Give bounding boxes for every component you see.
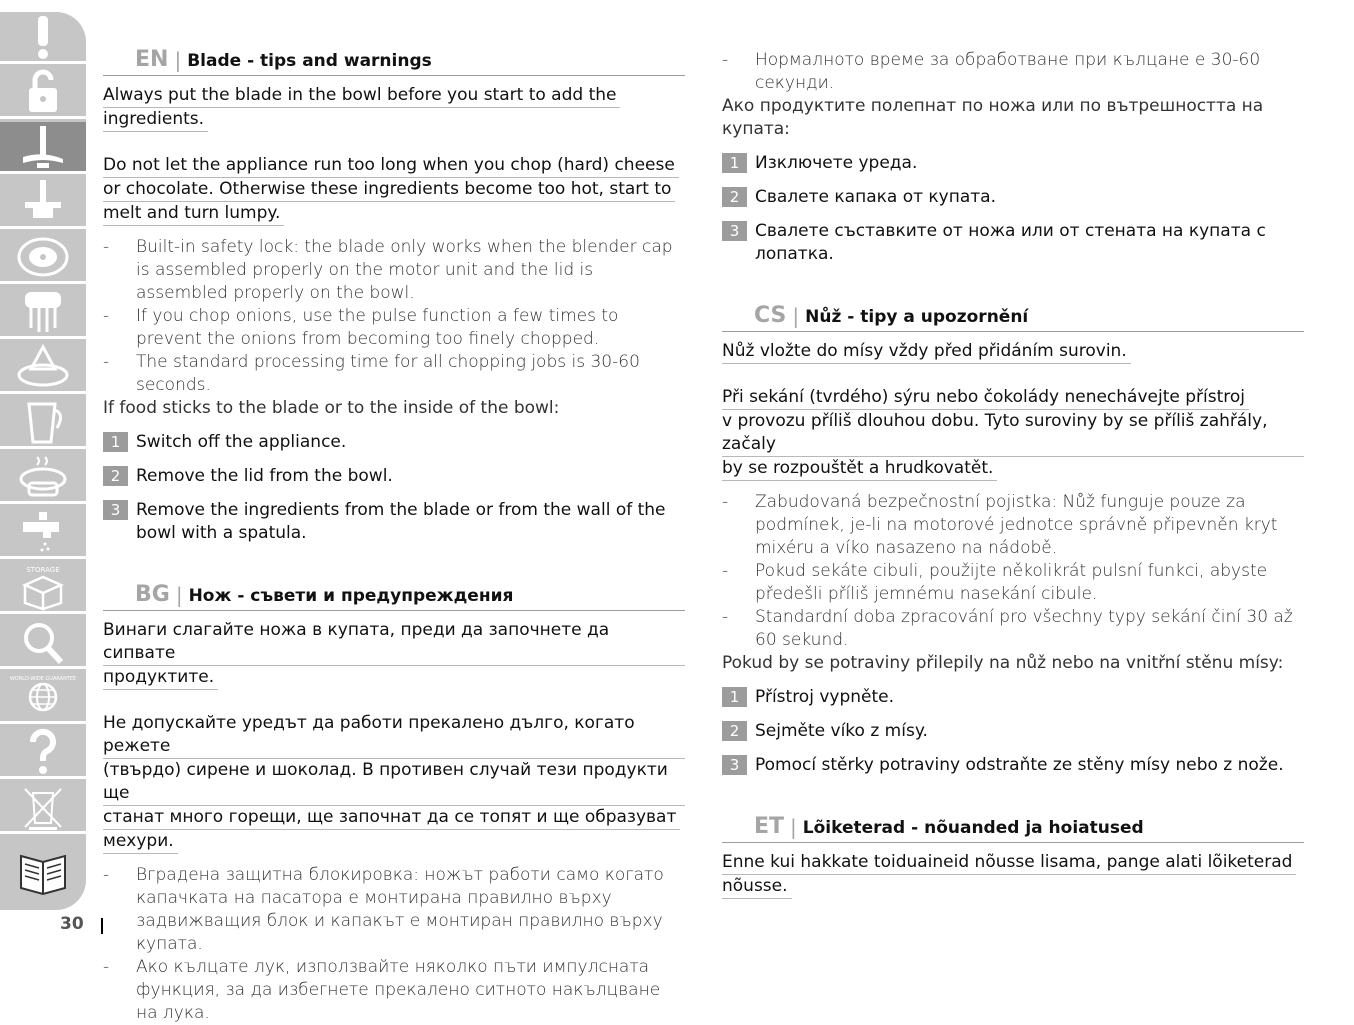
step-text: Sejměte víko z mísy. (755, 721, 928, 741)
tab-citrus-press[interactable] (0, 342, 86, 394)
tab-book[interactable] (0, 837, 86, 907)
et-section-title: Lõiketerad - nõuanded ja hoiatused (802, 818, 1144, 838)
en-step-2 (103, 465, 685, 488)
storage-label: STORAGE (26, 565, 60, 574)
warning-line: Nůž vložte do mísy vždy před přidáním surovin. (722, 340, 1131, 364)
page-number: 30 (60, 914, 84, 934)
dash: - (722, 50, 729, 70)
worldwide-guarantee-icon (9, 673, 77, 721)
cs-warning-2 (722, 386, 1304, 481)
list-item (103, 236, 685, 305)
tab-guarantee[interactable] (0, 672, 86, 724)
tab-dough-tool[interactable] (0, 177, 86, 229)
steam-icon (15, 453, 71, 501)
warning-line: (твърдо) сирене и шоколад. В противен случай тези продукти ще (103, 759, 685, 806)
list-item-text: If you chop onions, use the pulse function a few times to prevent the onions from becoming too finely chopped. (136, 306, 619, 349)
tab-blade[interactable] (0, 122, 86, 174)
blade-icon (15, 123, 71, 171)
citrus-press-icon (15, 343, 71, 391)
bg-step-3 (722, 220, 1304, 266)
dash: - (722, 492, 729, 512)
bg-section-title: Нож - съвети и предупреждения (188, 586, 514, 606)
tab-whisk[interactable] (0, 287, 86, 339)
cs-steps-intro: Pokud by se potraviny přilepily na nůž nebo na vnitřní stěnu mísy: (722, 653, 1284, 673)
recycle-bin-icon (15, 783, 71, 831)
step-number: 2 (722, 187, 747, 207)
step-text: Přístroj vypněte. (755, 687, 895, 707)
dash: - (722, 561, 729, 581)
warning-line: Do not let the appliance run too long when you chop (hard) cheese (103, 154, 679, 178)
storage-box-icon (15, 563, 71, 611)
bg-separator: | (175, 583, 183, 607)
et-section-heading (722, 807, 1304, 843)
step-number: 2 (103, 466, 128, 486)
dash: - (722, 607, 729, 627)
cs-step-1 (722, 686, 1304, 709)
warning-line: Při sekání (tvrdého) sýru nebo čokolády nenechávejte přístroj (722, 386, 1249, 410)
warning-line: Always put the blade in the bowl before you start to add the (103, 84, 620, 108)
en-tips-list (103, 236, 685, 397)
list-item-text: Ако кълцате лук, използвайте няколко пъти импулсната функция, за да избегнете прекалено ситното накълцване на лука. (136, 957, 661, 1023)
step-number: 3 (722, 755, 747, 775)
list-item-text: Pokud sekáte cibuli, použijte několikrát pulsní funkci, abyste předešli příliš jemnému nasekání cibule. (755, 561, 1268, 604)
bg-steps-intro: Ако продуктите полепнат по ножа или по вътрешността на купата: (722, 96, 1264, 139)
step-number: 1 (722, 687, 747, 707)
bg-section-heading (103, 575, 685, 611)
right-column (722, 49, 1304, 899)
list-item (722, 49, 1304, 95)
guarantee-label: WORLD-WIDE GUARANTEE (9, 675, 77, 682)
step-text: Switch off the appliance. (136, 432, 347, 452)
warning-line: станат много горещи, ще започнат да се топят и ще образуват (103, 806, 680, 830)
et-separator: | (790, 815, 797, 839)
list-item-text: Standardní doba zpracování pro všechny typy sekání činí 30 až 60 sekund. (755, 607, 1293, 650)
bg-warning-2 (103, 712, 685, 854)
step-number: 1 (722, 153, 747, 173)
dash: - (103, 957, 110, 977)
warning-line: Не допускайте уредът да работи прекалено дълго, когато режете (103, 712, 685, 759)
dash: - (103, 306, 110, 326)
tab-tap[interactable] (0, 507, 86, 559)
warning-line: ingredients. (103, 108, 208, 132)
et-lang-code: ET (754, 814, 785, 839)
cs-warning-1 (722, 340, 1304, 364)
tab-recycle[interactable] (0, 782, 86, 834)
step-text: Pomocí stěrky potraviny odstraňte ze stěny mísy nebo z nože. (755, 755, 1284, 775)
warning-line: Винаги слагайте ножа в купата, преди да започнете да сипвате (103, 619, 685, 666)
tab-storage[interactable] (0, 562, 86, 614)
question-icon (15, 728, 71, 776)
list-item-text: Zabudovaná bezpečnostní pojistka: Nůž funguje pouze za podmínek, je-li na motorové jednotce správně připevněn kryt mixéru a víko nasazeno na nádobě. (755, 492, 1278, 558)
step-text: Изключете уреда. (755, 153, 918, 173)
jug-icon (15, 398, 71, 446)
en-warning-2 (103, 154, 685, 226)
warning-line: by se rozpouštět a hrudkovatět. (722, 457, 997, 481)
cs-section-title: Nůž - tipy a upozornění (805, 307, 1029, 327)
cs-step-3 (722, 754, 1304, 777)
cs-section-heading (722, 296, 1304, 332)
step-number: 2 (722, 721, 747, 741)
en-step-1 (103, 431, 685, 454)
step-text: Remove the ingredients from the blade or from the wall of the bowl with a spatula. (136, 500, 666, 543)
list-item-text: Вградена защитна блокировка: ножът работи само когато капачката на пасатора е монтирана правилно върху задвижващия блок и капакът е монтиран правилно върху купата. (136, 865, 664, 954)
list-item (103, 956, 685, 1025)
list-item (103, 305, 685, 351)
dash: - (103, 237, 110, 257)
tab-magnifier[interactable] (0, 617, 86, 669)
step-number: 1 (103, 432, 128, 452)
tap-icon (15, 508, 71, 556)
cs-step-2 (722, 720, 1304, 743)
step-number: 3 (103, 500, 128, 520)
bg-lang-code: BG (135, 582, 170, 607)
warning-line: or chocolate. Otherwise these ingredients become too hot, start to (103, 178, 675, 202)
disc-icon (15, 233, 71, 281)
bg-tips-list (103, 864, 685, 1025)
tab-question[interactable] (0, 727, 86, 779)
dough-tool-icon (15, 178, 71, 226)
list-item-text: Built-in safety lock: the blade only works when the blender cap is assembled properly on the motor unit and the lid is assembled properly on the bowl. (136, 237, 673, 303)
warning-line: melt and turn lumpy. (103, 202, 284, 226)
en-section-heading (103, 40, 685, 76)
list-item-text: The standard processing time for all chopping jobs is 30-60 seconds. (136, 352, 640, 395)
book-icon (15, 848, 71, 896)
warning-line: v provozu příliš dlouhou dobu. Tyto suroviny by se příliš zahřály, začaly (722, 410, 1304, 457)
en-step-3 (103, 499, 685, 545)
tab-disc[interactable] (0, 232, 86, 284)
tab-jug[interactable] (0, 397, 86, 449)
step-text: Свалете капака от купата. (755, 187, 996, 207)
list-item (103, 351, 685, 397)
warning-line: мехури. (103, 830, 178, 854)
warning-line: продуктите. (103, 666, 218, 690)
magnifier-icon (15, 618, 71, 666)
step-text: Свалете съставките от ножа или от стената на купата с лопатка. (755, 221, 1266, 264)
unlock-icon (15, 68, 71, 116)
list-item (722, 560, 1304, 606)
bg-warning-1 (103, 619, 685, 690)
en-section-title: Blade - tips and warnings (187, 51, 432, 71)
chapter-sidebar (0, 12, 86, 910)
list-item-text: Нормалното време за обработване при кълцане е 30-60 секунди. (755, 50, 1261, 93)
list-item (722, 606, 1304, 652)
cs-lang-code: CS (754, 303, 787, 328)
left-column (103, 40, 685, 1025)
tab-steam[interactable] (0, 452, 86, 504)
bg-step-1 (722, 152, 1304, 175)
bg-step-2 (722, 186, 1304, 209)
tab-exclamation[interactable] (0, 12, 86, 64)
en-separator: | (174, 48, 182, 72)
en-steps-intro: If food sticks to the blade or to the inside of the bowl: (103, 398, 560, 418)
en-lang-code: EN (135, 47, 169, 72)
tab-unlock[interactable] (0, 67, 86, 119)
cs-tips-list (722, 491, 1304, 652)
en-warning-1 (103, 84, 685, 132)
dash: - (103, 865, 110, 885)
cs-separator: | (792, 304, 800, 328)
dash: - (103, 352, 110, 372)
whisk-icon (15, 288, 71, 336)
list-item (722, 491, 1304, 560)
list-item (103, 864, 685, 956)
step-number: 3 (722, 221, 747, 241)
exclamation-icon (15, 13, 71, 61)
et-warning-1 (722, 851, 1304, 899)
warning-line: Enne kui hakkate toiduaineid nõusse lisama, pange alati lõiketerad (722, 851, 1296, 875)
warning-line: nõusse. (722, 875, 792, 899)
step-text: Remove the lid from the bowl. (136, 466, 393, 486)
